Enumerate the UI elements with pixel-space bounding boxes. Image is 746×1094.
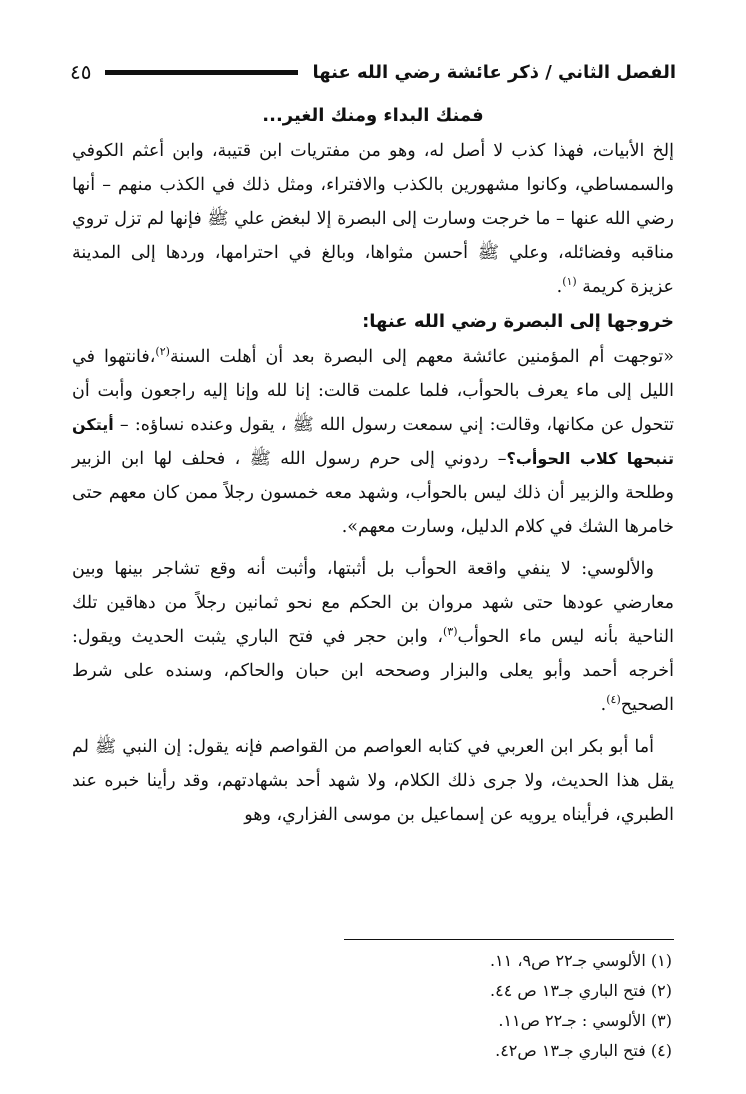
page-number: ٤٥ <box>70 60 92 84</box>
footnote-ref-2[interactable]: (٢) <box>155 345 170 359</box>
hadith-quote: أيتكن تنبحها كلاب الحوأب؟ <box>72 415 674 468</box>
paragraph-2-text-c: – ردوني إلى حرم رسول الله ﷺ ، فحلف لها ابن الزبير وطلحة والزبير أن ذلك ليس بالحوأب، وشهد معه خمسون رجلاً ممن كان معهم حتى خامرها الشك في كلام الدليل، وسارت معهم». <box>72 449 674 537</box>
paragraph-3 <box>72 552 674 722</box>
paragraph-1 <box>72 134 674 304</box>
paragraph-4: أما أبو بكر ابن العربي في كتابه العواصم من القواصم فإنه يقول: إن النبي ﷺ لم يقل هذا الحديث، ولا جرى ذلك الكلام، ولا شهد أحد بشهادتهم، وقد رأينا خبره عند الطبري، فرأيناه يرويه عن إسماعيل بن موسى الفزاري، وهو <box>72 737 674 825</box>
footnote-1: (١) الألوسي جـ٢٢ ص٩، ١١. <box>489 951 672 970</box>
footnote-ref-3[interactable]: (٣) <box>442 625 458 639</box>
main-text <box>72 98 674 832</box>
paragraph-2 <box>72 340 674 544</box>
paragraph-3-text-a: والألوسي: لا ينفي واقعة الحوأب بل أثبتها، وأثبت أنه وقع تشاجر بينها وبين معارضي عودها حتى شهد مروان بن الحكم مع نحو ثمانين رجلاً من دهاقين تلك الناحية بأنه ليس ماء الحوأب <box>72 559 674 647</box>
footnote-4: (٤) فتح الباري جـ١٣ ص٤٢. <box>495 1041 672 1060</box>
paragraph-1-end: . <box>556 277 563 297</box>
running-header <box>70 52 676 92</box>
chapter-title: الفصل الثاني / ذكر عائشة رضي الله عنها <box>312 61 676 83</box>
paragraph-2-text-b: ،فانتهوا في الليل إلى ماء يعرف بالحوأب، فلما علمت قالت: إنا لله وإنا إليه راجعون وأبت أن تتحول عن مكانها، وقالت: إني سمعت رسول الله ﷺ ، يقول وعنده نساؤه: – <box>72 347 674 435</box>
section-heading: خروجها إلى البصرة رضي الله عنها: <box>362 311 674 332</box>
paragraph-3-text-b: ، وابن حجر في فتح الباري يثبت الحديث ويقول: أخرجه أحمد وأبو يعلى والبزار وصححه ابن حبان والحاكم، وسنده على شرط الصحيح <box>72 627 674 715</box>
footnote-ref-1[interactable]: (١) <box>562 275 577 289</box>
footnotes <box>200 946 672 1066</box>
header-rule <box>105 70 298 75</box>
paragraph-1-text: إلخ الأبيات، فهذا كذب لا أصل له، وهو من مفتريات ابن قتيبة، وابن أعثم الكوفي والسمساطي، وكانوا مشهورين بالكذب والافتراء، ومثل ذلك في الكذب منهم – أنها رضي الله عنها – ما خرجت وسارت إلى البصرة إلا لبغض علي ﷺ فإنها لم تزل تروي مناقبه وفضائله، وعلي ﷺ أحسن مثواها، وبالغ في احترامها، وردها إلى المدينة عزيزة كريمة <box>72 141 674 297</box>
paragraph-3-end: . <box>600 695 607 715</box>
footnote-3: (٣) الألوسي : جـ٢٢ ص١١. <box>498 1011 672 1030</box>
footnote-ref-4[interactable]: (٤) <box>606 693 621 707</box>
verse-line: فمنك البداء ومنك الغير... <box>262 105 484 126</box>
paragraph-2-text-a: «توجهت أم المؤمنين عائشة معهم إلى البصرة بعد أن أهلت السنة <box>169 347 675 367</box>
footnote-2: (٢) فتح الباري جـ١٣ ص ٤٤. <box>490 981 672 1000</box>
footnote-separator <box>344 939 674 940</box>
